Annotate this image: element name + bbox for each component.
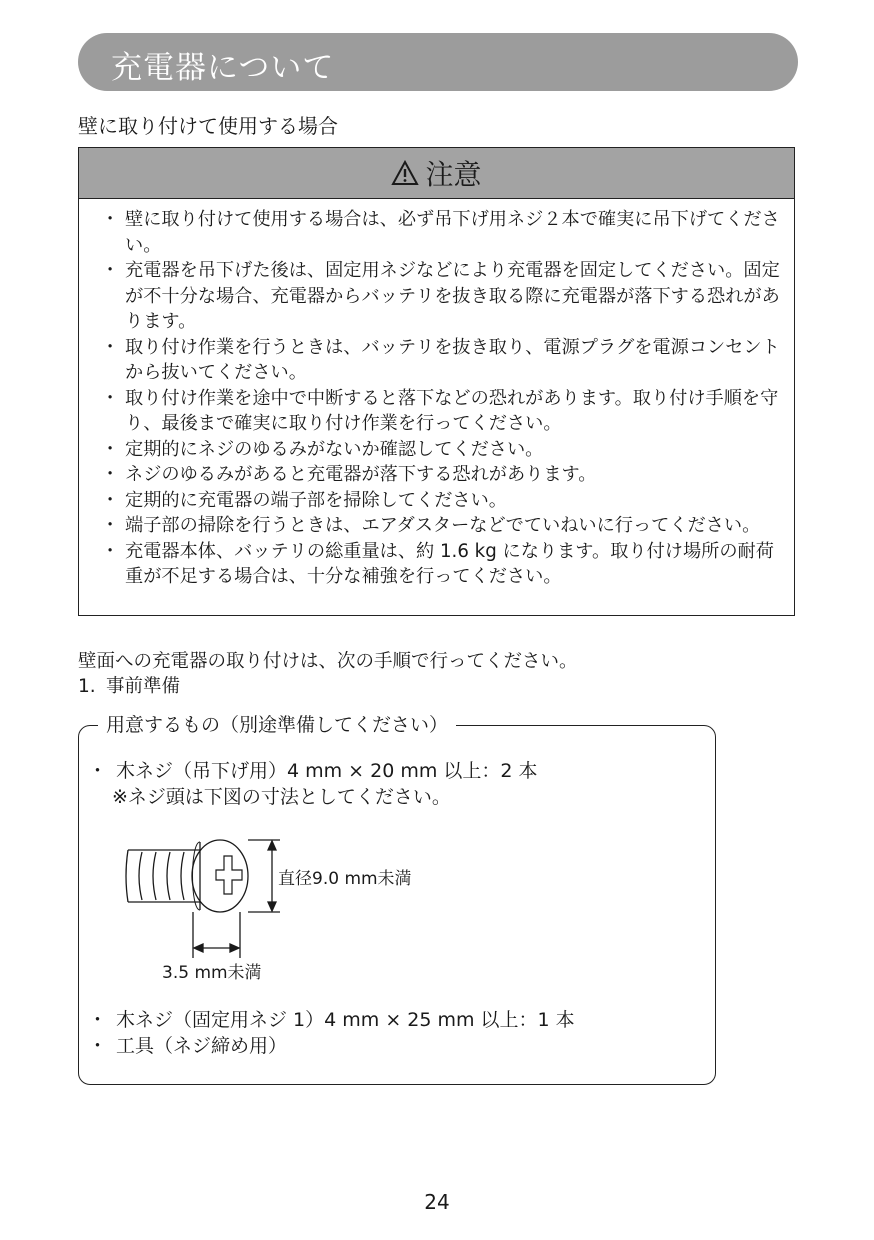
step-label: 事前準備 bbox=[106, 676, 181, 697]
caution-box bbox=[78, 147, 795, 616]
screw-diagram bbox=[120, 830, 290, 960]
caution-item: ・ 取り付け作業を途中で中断すると落下などの恐れがあります。取り付け手順を守り、最後まで確実に取り付け作業を行ってください。 bbox=[101, 387, 779, 434]
section-title-bar bbox=[78, 33, 798, 91]
page-number: 24 bbox=[424, 1190, 450, 1214]
bullet-mark: ・ bbox=[101, 209, 120, 230]
bullet-mark: ・ bbox=[101, 336, 120, 358]
caution-item: ・ 取り付け作業を行うときは、バッテリを抜き取り、電源プラグを電源コンセントから抜いてください。 bbox=[101, 336, 780, 383]
length-label: 3.5 mm未満 bbox=[162, 963, 262, 983]
step-heading bbox=[78, 672, 180, 698]
page-title: 充電器について bbox=[111, 50, 335, 86]
prep-item bbox=[88, 1031, 287, 1058]
caution-list bbox=[79, 199, 794, 590]
prep-item-text: 木ネジ（固定用ネジ 1）4 mm × 25 mm 以上：1 本 bbox=[116, 1009, 575, 1031]
warning-icon bbox=[391, 160, 419, 186]
caution-item: ・ 充電器本体、バッテリの総重量は、約 1.6 kg になります。取り付け場所の耐荷重が不足する場合は、十分な補強を行ってください。 bbox=[101, 540, 774, 587]
screw-head-note: ※ネジ頭は下図の寸法としてください。 bbox=[112, 786, 451, 808]
bullet-mark: ・ bbox=[101, 489, 120, 511]
caution-item: ・ 端子部の掃除を行うときは、エアダスターなどでていねいに行ってください。 bbox=[101, 513, 782, 539]
bullet-mark: ・ bbox=[101, 387, 120, 409]
bullet-mark: ・ bbox=[101, 515, 120, 536]
caution-item: ・ 充電器を吊下げた後は、固定用ネジなどにより充電器を固定してください。固定が不十分な場合、充電器からバッテリを抜き取る際に充電器が落下する恐れがあります。 bbox=[101, 260, 780, 332]
step-number: 1. bbox=[78, 676, 96, 697]
section-subheading: 壁に取り付けて使用する場合 bbox=[78, 114, 338, 138]
bullet-mark: ・ bbox=[101, 464, 120, 485]
caution-item: ・ ネジのゆるみがあると充電器が落下する恐れがあります。 bbox=[101, 462, 782, 488]
bullet-mark: ・ bbox=[88, 1035, 108, 1057]
caution-item: ・ 定期的に充電器の端子部を掃除してください。 bbox=[101, 488, 782, 514]
bullet-mark: ・ bbox=[101, 540, 120, 562]
caution-item: ・ 壁に取り付けて使用する場合は、必ず吊下げ用ネジ２本で確実に吊下げてください。 bbox=[101, 209, 780, 256]
prep-item bbox=[88, 756, 538, 783]
preparation-title: 用意するもの（別途準備してください） bbox=[98, 710, 456, 737]
prep-item-text: 工具（ネジ締め用） bbox=[116, 1035, 288, 1057]
bullet-mark: ・ bbox=[101, 260, 120, 281]
caution-item: ・ 定期的にネジのゆるみがないか確認してください。 bbox=[101, 437, 782, 463]
intro-text: 壁面への充電器の取り付けは、次の手順で行ってください。 bbox=[78, 651, 578, 672]
bullet-mark: ・ bbox=[101, 438, 120, 460]
prep-item-text: 木ネジ（吊下げ用）4 mm × 20 mm 以上：2 本 bbox=[116, 760, 538, 782]
bullet-mark: ・ bbox=[88, 1009, 108, 1031]
bullet-mark: ・ bbox=[88, 760, 108, 782]
diameter-label: 直径9.0 mm未満 bbox=[278, 869, 412, 889]
prep-item bbox=[88, 1005, 575, 1032]
caution-title: 注意 bbox=[425, 158, 482, 191]
caution-header bbox=[79, 148, 794, 199]
